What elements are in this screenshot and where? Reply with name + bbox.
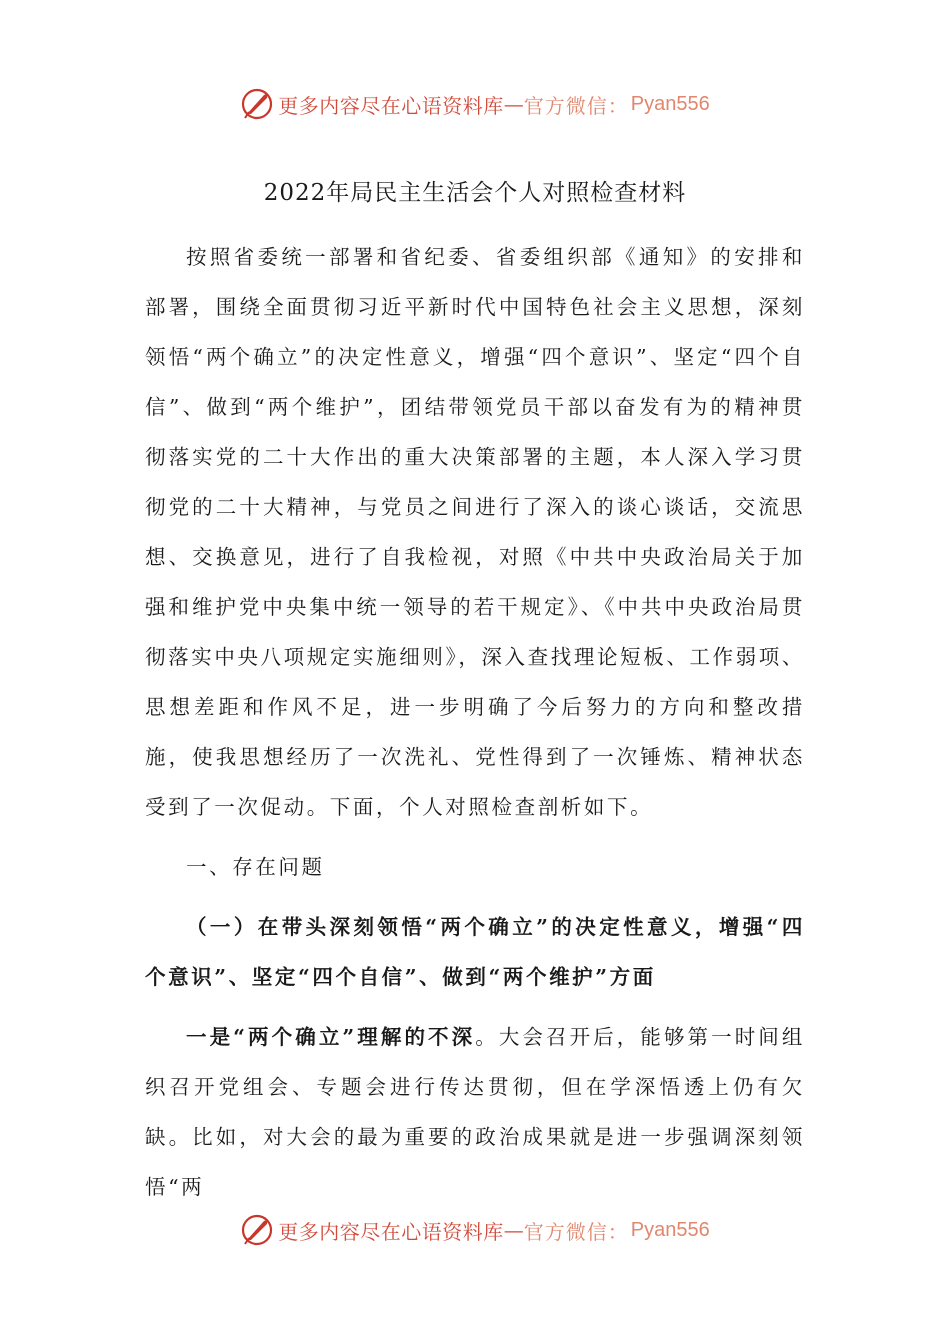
point-text-1: 。大会召开后，能够第一时间组织召开党组会、专题会进行传达贯彻，但在学深悟透上仍有欠缺。比如，对大会的最为重要的政治成果就是进一步强调深刻领悟“两 xyxy=(145,1025,805,1199)
banner-main-text: 更多内容尽在心语资料库 xyxy=(278,93,504,118)
banner-wechat-id: Pyan556 xyxy=(630,1218,710,1241)
footer-banner xyxy=(0,1210,950,1250)
point-paragraph-1 xyxy=(145,1012,805,1212)
banner-sub-text: 官方微信： xyxy=(523,93,629,118)
document-title: 2022年局民主生活会个人对照检查材料 xyxy=(263,180,687,206)
intro-paragraph: 按照省委统一部署和省纪委、省委组织部《通知》的安排和部署，围绕全面贯彻习近平新时代中国特色社会主义思想，深刻领悟“两个确立”的决定性意义，增强“四个意识”、坚定“四个自信”、做到“两个维护”，团结带领党员干部以奋发有为的精神贯彻落实党的二十大作出的重大决策部署的主题，本人深入学习贯彻党的二十大精神，与党员之间进行了深入的谈心谈话，交流思想、交换意见，进行了自我检视，对照《中共中央政治局关于加强和维护党中央集中统一领导的若干规定》、《中共中央政治局贯彻落实中央八项规定实施细则》，深入查找理论短板、工作弱项、思想差距和作风不足，进一步明确了今后努力的方向和整改措施，使我思想经历了一次洗礼、党性得到了一次锤炼、精神状态受到了一次促动。下面，个人对照检查剖析如下。 xyxy=(145,245,805,819)
banner-main-text: 更多内容尽在心语资料库 xyxy=(278,1219,504,1244)
quill-logo-icon xyxy=(240,87,274,121)
subsection-heading-1: （一）在带头深刻领悟“两个确立”的决定性意义，增强“四个意识”、坚定“四个自信”、做到“两个维护”方面 xyxy=(145,915,805,989)
banner-wechat-id: Pyan556 xyxy=(630,92,710,115)
quill-logo-icon xyxy=(240,1213,274,1247)
banner-dash: — xyxy=(503,92,524,116)
banner-dash: — xyxy=(503,1218,524,1242)
header-banner xyxy=(0,84,950,124)
point-lead-1: 一是“两个确立”理解的不深 xyxy=(186,1025,476,1049)
banner-sub-text: 官方微信： xyxy=(523,1219,629,1244)
section-heading-1: 一、存在问题 xyxy=(186,855,325,879)
document-body xyxy=(145,232,805,1212)
